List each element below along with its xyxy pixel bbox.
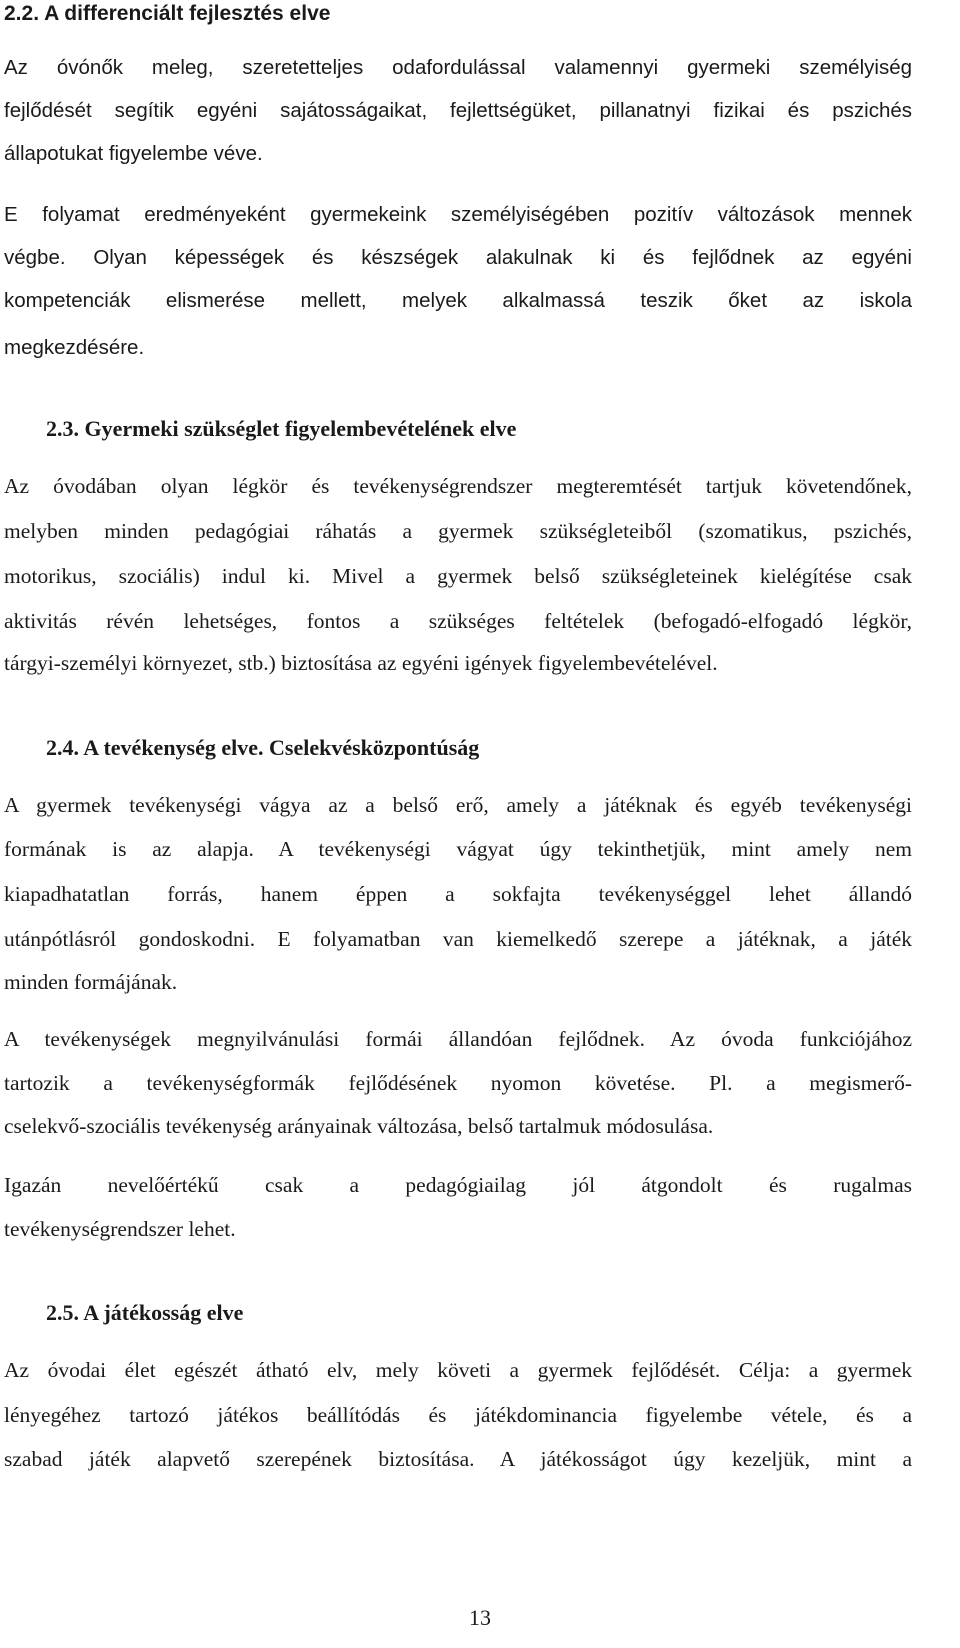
- paragraph-line: melyben minden pedagógiai ráhatás a gyermek szükségleteiből (szomatikus, pszichés,: [4, 519, 912, 543]
- paragraph-line: állapotukat figyelembe véve.: [4, 142, 263, 165]
- section-heading: 2.5. A játékosság elve: [46, 1300, 244, 1325]
- section-heading: 2.3. Gyermeki szükséglet figyelembevételének elve: [46, 416, 517, 441]
- page-number: 13: [469, 1605, 491, 1630]
- paragraph-line: szabad játék alapvető szerepének biztosítása. A játékosságot úgy kezeljük, mint a: [4, 1447, 912, 1471]
- paragraph-line: motorikus, szociális) indul ki. Mivel a gyermek belső szükségleteinek kielégítése csak: [4, 564, 912, 588]
- paragraph-line: Az óvodában olyan légkör és tevékenységrendszer megteremtését tartjuk követendőnek,: [4, 474, 912, 498]
- paragraph-line: kiapadhatatlan forrás, hanem éppen a sokfajta tevékenységgel lehet állandó: [4, 882, 912, 906]
- paragraph-line: tartozik a tevékenységformák fejlődésének nyomon követése. Pl. a megismerő-: [4, 1071, 912, 1095]
- paragraph-line: cselekvő-szociális tevékenység arányainak változása, belső tartalmuk módosulása.: [4, 1114, 714, 1138]
- paragraph-line: minden formájának.: [4, 970, 178, 994]
- paragraph-line: aktivitás révén lehetséges, fontos a szükséges feltételek (befogadó-elfogadó légkör,: [4, 609, 912, 633]
- paragraph-line: formának is az alapja. A tevékenységi vágyat úgy tekinthetjük, mint amely nem: [4, 837, 912, 861]
- paragraph-line: Igazán nevelőértékű csak a pedagógiailag jól átgondolt és rugalmas: [4, 1173, 912, 1197]
- paragraph-line: E folyamat eredményeként gyermekeink személyiségében pozitív változások mennek: [4, 203, 912, 226]
- section-heading: 2.4. A tevékenység elve. Cselekvésközpontúság: [46, 735, 480, 760]
- paragraph-line: utánpótlásról gondoskodni. E folyamatban van kiemelkedő szerepe a játéknak, a játék: [4, 927, 912, 951]
- paragraph-line: Az óvónők meleg, szeretetteljes odafordulással valamennyi gyermeki személyiség: [4, 56, 912, 79]
- paragraph-line: fejlődését segítik egyéni sajátosságaikat, fejlettségüket, pillanatnyi fizikai és pszichés: [4, 99, 912, 122]
- paragraph-line: A gyermek tevékenységi vágya az a belső erő, amely a játéknak és egyéb tevékenységi: [4, 793, 912, 817]
- section-heading: 2.2. A differenciált fejlesztés elve: [4, 2, 331, 25]
- paragraph-line: megkezdésére.: [4, 336, 145, 359]
- paragraph-line: A tevékenységek megnyilvánulási formái állandóan fejlődnek. Az óvoda funkciójához: [4, 1027, 912, 1051]
- paragraph-line: kompetenciák elismerése mellett, melyek alkalmassá teszik őket az iskola: [4, 289, 912, 312]
- paragraph-line: tárgyi-személyi környezet, stb.) biztosítása az egyéni igények figyelembevételével.: [4, 651, 718, 675]
- paragraph-line: lényegéhez tartozó játékos beállítódás és játékdominancia figyelembe vétele, és a: [4, 1403, 912, 1427]
- paragraph-line: végbe. Olyan képességek és készségek alakulnak ki és fejlődnek az egyéni: [4, 246, 912, 269]
- paragraph-line: tevékenységrendszer lehet.: [4, 1217, 236, 1241]
- paragraph-line: Az óvodai élet egészét átható elv, mely követi a gyermek fejlődését. Célja: a gyermek: [4, 1358, 912, 1382]
